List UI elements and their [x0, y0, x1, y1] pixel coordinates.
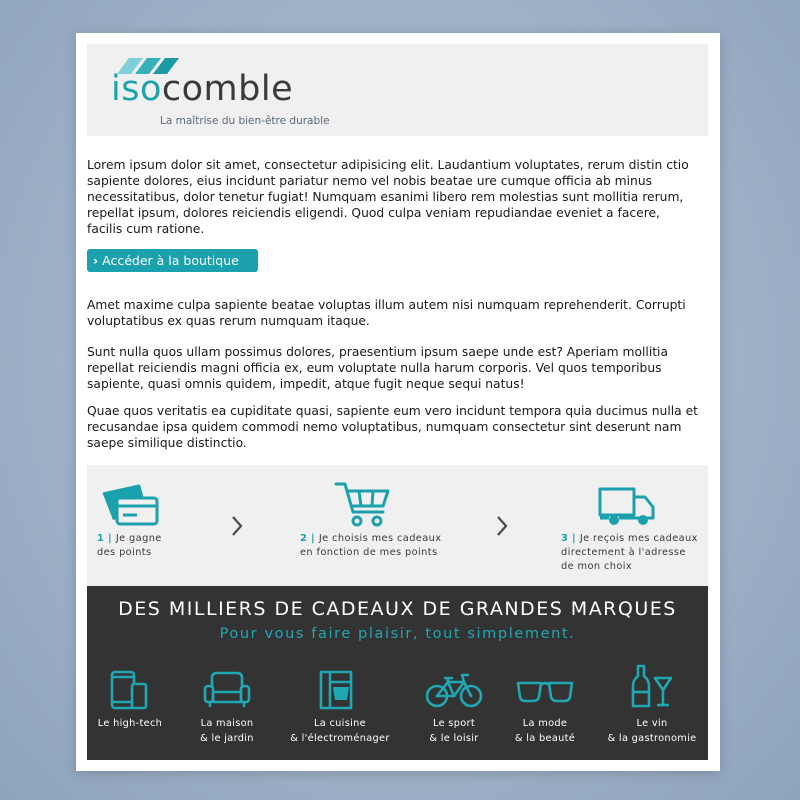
- step-separator: |: [104, 533, 116, 544]
- steps-section: [87, 465, 708, 586]
- logo-iso: iso: [111, 69, 162, 109]
- devices-icon: [108, 670, 152, 710]
- logo-comble: comble: [161, 69, 294, 109]
- category-line: Le high-tech: [97, 718, 163, 729]
- bicycle-icon: [424, 670, 484, 710]
- brands-title: DES MILLIERS DE CADEAUX DE GRANDES MARQUES: [118, 598, 677, 620]
- intro-paragraph: Lorem ipsum dolor sit amet, consectetur adipisicing elit. Laudantium voluptates, rerum distin ctio sapiente dolores, eius incidunt pariatur nemo vel nobis beatae ure cumque officia ab minus necessitatibus, dolor tenetur fugiat! Numquam esanimi libero rem molestias sunt mollitia rerum, repellat ipsum, dolores reiciendis eligendi. Quod culpa veniam repudiandae eveniet a facere, facilis cum ratione.: [87, 158, 689, 236]
- category-line: Le vin: [636, 718, 668, 729]
- category-line: & la beauté: [514, 733, 576, 744]
- kitchen-icon: [318, 670, 362, 710]
- step-line: des points: [97, 547, 152, 558]
- tagline: La maîtrise du bien-être durable: [160, 115, 330, 127]
- category-label: [280, 716, 400, 746]
- step-number: 3: [561, 533, 569, 544]
- shopping-cart-icon: [333, 479, 393, 529]
- step-separator: |: [568, 533, 580, 544]
- shop-access-button[interactable]: [87, 249, 258, 272]
- category-line: & l'électroménager: [290, 733, 390, 744]
- delivery-truck-icon: [597, 485, 657, 529]
- newsletter-card: [76, 33, 720, 771]
- logo-wordmark: [111, 69, 294, 109]
- cards-icon: [99, 482, 161, 528]
- chevron-right-icon: [495, 515, 509, 537]
- category-line: La mode: [522, 718, 568, 729]
- category-line: Le sport: [432, 718, 475, 729]
- step-line: directement à l'adresse: [561, 547, 686, 558]
- category-line: & la gastronomie: [607, 733, 697, 744]
- step-line: Je gagne: [115, 533, 162, 544]
- header-banner: [87, 44, 708, 136]
- category-line: La maison: [200, 718, 254, 729]
- category-line: & le loisir: [429, 733, 479, 744]
- armchair-icon: [202, 670, 252, 710]
- category-line: La cuisine: [314, 718, 366, 729]
- body-paragraph: Sunt nulla quos ullam possimus dolores, praesentium ipsum saepe unde est? Aperiam mollitia repellat reiciendis magni officia ex, eum voluptate nulla harum corporis. Vel quos temporibus sapiente, quasi omnis quidem, impedit, atque fugit neque sequi natus!: [87, 345, 669, 391]
- step-text: [300, 532, 441, 560]
- category-label: [592, 716, 712, 746]
- isocomble-logo[interactable]: [111, 54, 331, 134]
- step-separator: |: [307, 533, 319, 544]
- step-text: [97, 532, 162, 560]
- step-number: 1: [97, 533, 105, 544]
- step-line: de mon choix: [561, 561, 633, 572]
- step-text: [561, 532, 698, 574]
- chevron-right-icon: [230, 515, 244, 537]
- body-paragraph: Amet maxime culpa sapiente beatae voluptas illum autem nisi numquam reprehenderit. Corrupti voluptatibus ex quas rerum numquam itaque.: [87, 298, 686, 328]
- chevron-right-icon: ›: [93, 253, 99, 268]
- step-line: Je reçois mes cadeaux: [579, 533, 698, 544]
- wine-icon: [630, 664, 674, 708]
- step-number: 2: [300, 533, 308, 544]
- glasses-icon: [515, 670, 575, 710]
- category-label: [485, 716, 605, 746]
- step-line: Je choisis mes cadeaux: [318, 533, 442, 544]
- step-line: en fonction de mes points: [300, 547, 438, 558]
- category-label: [167, 716, 287, 746]
- brands-subtitle: Pour vous faire plaisir, tout simplement.: [219, 626, 576, 642]
- shop-access-label: Accéder à la boutique: [102, 253, 239, 268]
- brands-section: [87, 586, 708, 760]
- body-paragraph: Quae quos veritatis ea cupiditate quasi, sapiente eum vero incidunt tempora quia ducimus nulla et recusandae ipsa quidem commodi nemo voluptatibus, numquam consectetur sint deserunt nam saepe similique distinctio.: [87, 404, 698, 450]
- category-line: & le jardin: [200, 733, 254, 744]
